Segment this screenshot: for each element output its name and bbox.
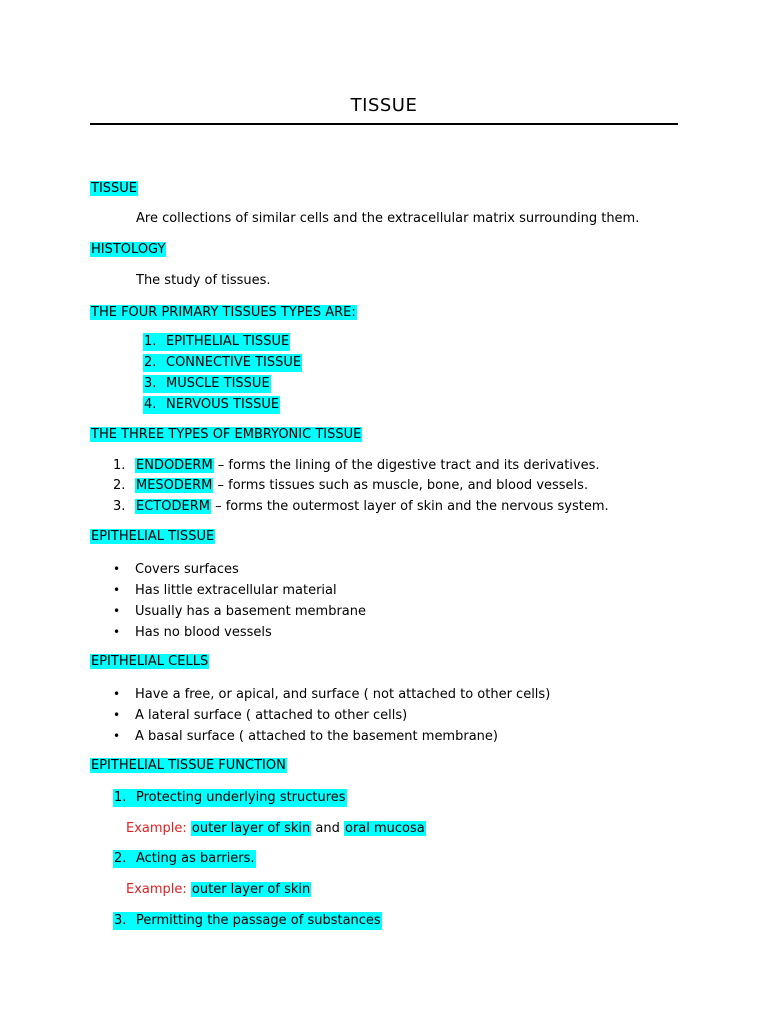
heading-epithelial-cells-text: EPITHELIAL CELLS [91, 654, 209, 669]
example-label: Example: [126, 821, 187, 836]
heading-histology [90, 241, 166, 259]
heading-epithelial-tissue-text: EPITHELIAL TISSUE [91, 529, 215, 544]
list-item: 1. Protecting underlying structures [114, 790, 346, 805]
heading-tissue [90, 180, 138, 198]
heading-function [90, 757, 287, 775]
heading-primary-types-text: THE FOUR PRIMARY TISSUES TYPES ARE: [91, 305, 356, 320]
bullet-icon: • [113, 625, 121, 639]
list-item: 1. ENDODERM – forms the lining of the digestive tract and its derivatives. [113, 458, 600, 473]
title-rule [90, 123, 678, 125]
list-item: • A basal surface ( attached to the basement membrane) [113, 729, 498, 744]
list-item: 2. Acting as barriers. [114, 851, 255, 866]
list-item: 4. NERVOUS TISSUE [144, 397, 280, 412]
list-item: • Has no blood vessels [113, 625, 272, 640]
list-item: • A lateral surface ( attached to other cells) [113, 708, 408, 723]
heading-embryonic [90, 426, 362, 444]
histology-definition: The study of tissues. [136, 273, 271, 288]
bullet-icon: • [113, 687, 121, 701]
list-item: 2. CONNECTIVE TISSUE [144, 355, 302, 370]
list-item: 3. Permitting the passage of substances [114, 913, 381, 928]
heading-tissue-text: TISSUE [91, 181, 138, 196]
list-item: 2. MESODERM – forms tissues such as muscle, bone, and blood vessels. [113, 478, 589, 493]
heading-histology-text: HISTOLOGY [91, 242, 166, 257]
bullet-icon: • [113, 729, 121, 743]
heading-epithelial-tissue [90, 528, 215, 546]
heading-embryonic-text: THE THREE TYPES OF EMBRYONIC TISSUE [91, 427, 362, 442]
list-item: • Usually has a basement membrane [113, 604, 366, 619]
bullet-icon: • [113, 562, 121, 576]
list-item: 1. EPITHELIAL TISSUE [144, 334, 290, 349]
example-label: Example: [126, 882, 187, 897]
bullet-icon: • [113, 708, 121, 722]
list-item: 3. MUSCLE TISSUE [144, 376, 270, 391]
example-line: Example: outer layer of skin [126, 882, 311, 897]
bullet-icon: • [113, 583, 121, 597]
heading-function-text: EPITHELIAL TISSUE FUNCTION [91, 758, 286, 773]
example-line: Example: outer layer of skin and oral mucosa [126, 821, 425, 836]
list-item: • Has little extracellular material [113, 583, 337, 598]
heading-primary-types [90, 304, 357, 322]
list-item: • Covers surfaces [113, 562, 239, 577]
page-title: TISSUE [350, 95, 418, 116]
bullet-icon: • [113, 604, 121, 618]
list-item: • Have a free, or apical, and surface ( not attached to other cells) [113, 687, 551, 702]
heading-epithelial-cells [90, 653, 209, 671]
tissue-definition: Are collections of similar cells and the extracellular matrix surrounding them. [136, 211, 640, 226]
list-item: 3. ECTODERM – forms the outermost layer of skin and the nervous system. [113, 499, 609, 514]
